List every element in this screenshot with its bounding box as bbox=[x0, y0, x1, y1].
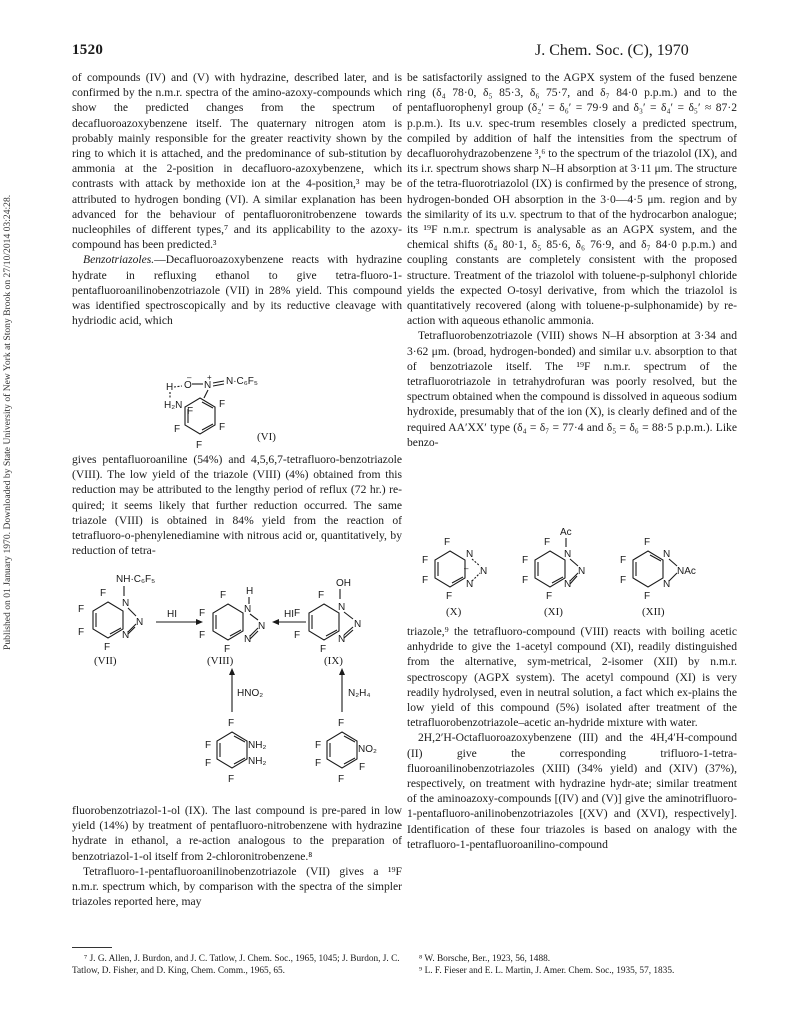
svg-text:–: – bbox=[187, 373, 192, 382]
svg-text:NO₂: NO₂ bbox=[358, 744, 377, 755]
svg-text:F: F bbox=[320, 644, 327, 655]
svg-text:OH: OH bbox=[336, 578, 351, 589]
svg-text:NAc: NAc bbox=[677, 566, 696, 577]
svg-text:F: F bbox=[359, 762, 366, 773]
svg-text:F: F bbox=[644, 591, 651, 602]
footnote: ⁹ L. F. Fieser and E. L. Martin, J. Amer. Chem. Soc., 1935, 57, 1835. bbox=[419, 965, 675, 976]
svg-text:F: F bbox=[338, 718, 345, 729]
svg-text:N: N bbox=[578, 566, 586, 577]
svg-text:N: N bbox=[663, 549, 671, 560]
paragraph: Tetrafluorobenzotriazole (VIII) shows N–H absorption at 3·34 and 3·62 μm. (broad, hydrogen-bonded) and similar u.v. absorption to that of benzotriazole itself. The ¹⁹F n.m.r. spectrum of the tetrafluorotriazole in tetrahydrofuran was poorly resolved, but the spectrum obtained when the compound is dissolved in aqueous sodium hydroxide, presumably that of the ion (X), is clearly defined and of the required AA′XX′ type (δ₄ = δ₇ = 77·4 and δ₅ = δ₆ = 88·5 p.p.m.). Like benzo- bbox=[407, 329, 737, 449]
svg-text:F: F bbox=[199, 630, 206, 641]
compound-label: (X) bbox=[446, 606, 462, 618]
page-number: 1520 bbox=[72, 42, 104, 58]
svg-text:F: F bbox=[104, 642, 111, 653]
structure-vii bbox=[78, 574, 155, 667]
svg-text:F: F bbox=[100, 588, 107, 599]
compound-label: (VI) bbox=[257, 431, 276, 443]
f-label: F bbox=[219, 422, 226, 433]
svg-text:F: F bbox=[224, 644, 231, 655]
svg-text:Ac: Ac bbox=[560, 527, 572, 538]
svg-text:F: F bbox=[199, 608, 206, 619]
structure-xi bbox=[522, 527, 585, 618]
compound-label: (XII) bbox=[642, 606, 665, 618]
svg-text:F: F bbox=[315, 758, 322, 769]
footnote: ⁷ J. G. Allen, J. Burdon, and J. C. Tatlow, J. Chem. Soc., 1965, 1045; J. Burdon, J. C. Tatlow, D. Fisher, and D. King, Chem. Comm., 1965, 65. bbox=[72, 954, 400, 976]
left-column-top bbox=[72, 70, 402, 328]
svg-text:N: N bbox=[354, 619, 362, 630]
svg-text:+: + bbox=[207, 373, 212, 382]
svg-text:N: N bbox=[244, 634, 252, 645]
svg-text:F: F bbox=[620, 575, 627, 586]
o-minus-label: O bbox=[184, 380, 192, 391]
svg-text:N: N bbox=[136, 617, 144, 628]
left-column-mid bbox=[72, 452, 402, 558]
svg-text:N: N bbox=[122, 598, 130, 609]
svg-text:H: H bbox=[246, 586, 254, 597]
h-label: H bbox=[166, 382, 174, 393]
compound-label: (VIII) bbox=[207, 655, 234, 667]
paragraph: Benzotriazoles.—Decafluoroazoxybenzene reacts with hydrazine hydrate in refluxing ethanol to give tetra-fluoro-1-pentafluoroanilinobenzotriazole (VII) in 28% yield. This compound was identified spectroscopically and by its reductive cleavage with hydriodic acid, which bbox=[72, 253, 402, 328]
reaction-scheme bbox=[72, 572, 402, 800]
svg-text:F: F bbox=[444, 537, 451, 548]
n-c6f5-label: N·C₆F₅ bbox=[226, 376, 258, 387]
svg-text:F: F bbox=[422, 555, 429, 566]
svg-text:F: F bbox=[546, 591, 553, 602]
structure-x bbox=[422, 537, 487, 618]
compound-label: (VII) bbox=[94, 655, 117, 667]
section-heading: Benzotriazoles. bbox=[83, 253, 155, 267]
n2h4-label: N₂H₄ bbox=[348, 688, 371, 699]
svg-text:F: F bbox=[338, 774, 345, 785]
svg-text:N: N bbox=[122, 630, 130, 641]
svg-text:N: N bbox=[564, 549, 572, 560]
svg-text:F: F bbox=[522, 555, 529, 566]
svg-text:–: – bbox=[464, 564, 469, 573]
svg-text:F: F bbox=[544, 537, 551, 548]
svg-text:F: F bbox=[446, 591, 453, 602]
footnote: ⁸ W. Borsche, Ber., 1923, 56, 1488. bbox=[419, 954, 551, 964]
svg-text:F: F bbox=[315, 740, 322, 751]
journal-header: J. Chem. Soc. (C), 1970 bbox=[535, 42, 689, 59]
svg-text:F: F bbox=[228, 718, 235, 729]
svg-text:F: F bbox=[318, 590, 325, 601]
hi-label: HI bbox=[167, 609, 177, 620]
hno2-label: HNO₂ bbox=[237, 688, 264, 699]
svg-text:F: F bbox=[294, 608, 301, 619]
download-watermark bbox=[2, 194, 18, 650]
left-column-low bbox=[72, 803, 402, 909]
svg-text:N: N bbox=[244, 604, 252, 615]
footnotes-left bbox=[72, 954, 402, 977]
svg-text:N: N bbox=[466, 549, 474, 560]
svg-text:F: F bbox=[522, 575, 529, 586]
paragraph: of compounds (IV) and (V) with hydrazine, described later, and is confirmed by the n.m.r. spectra of the amino-azoxy-compounds which show the predicted changes from the spectrum of decafluoroazoxybenzene itself. The quaternary nitrogen atom is probably mainly responsible for the greater reactivity shown by the ring to which it is attached, and the predominance of sub-stitution by ammonia at the 2-position in decafluoro-azoxybenzene, which contrasts with attack by methoxide ion at the 4-position,³ may be attributed to hydrogen bonding (VI). A similar explanation has been advanced for the behaviour of pentafluoronitrobenzene towards nucleophiles of different types,⁷ and its applicability to the azoxy-compound has been predicted.³ bbox=[72, 71, 402, 252]
compound-label: (XI) bbox=[544, 606, 563, 618]
paragraph: triazole,⁹ the tetrafluoro-compound (VIII) reacts with boiling acetic anhydride to give the 1-acetyl compound (XI), readily distinguished from the alternative, sym-metrical, 2-isomer (XII) by n.m.r. spectroscopy (AGPX system). The acetyl compound (XI) is very readily hydrolysed, even in neutral solution, a fact which ex-plains the low yield of this compound (5%) isolated after treatment of the tetrafluorobenzotriazole–acetic an-hydride mixture with water. bbox=[407, 625, 737, 730]
svg-text:F: F bbox=[205, 758, 212, 769]
compound-label: (IX) bbox=[324, 655, 343, 667]
right-column-top bbox=[407, 70, 737, 450]
svg-text:F: F bbox=[294, 630, 301, 641]
svg-text:N: N bbox=[564, 579, 572, 590]
structure-diamine bbox=[205, 718, 266, 785]
h2n-label: H₂N bbox=[164, 400, 183, 411]
paragraph: gives pentafluoroaniline (54%) and 4,5,6,7-tetrafluoro-benzotriazole (VIII). The low yield of the triazole (VIII) (4%) obtained from this reduction may be attributed to the lengthy period of reflux (72 hr.) re-quired; it seems likely that further reduction occurred. The same triazole (VIII) is obtained in 84% yield from the reaction of tetrafluoro-o-phenylenediamine with nitrous acid or, quantitatively, by reduction of tetra- bbox=[72, 453, 402, 558]
footnotes-right bbox=[407, 954, 737, 977]
footnote-rule bbox=[72, 947, 112, 948]
right-column-low bbox=[407, 624, 737, 852]
structures-x-xi-xii bbox=[420, 523, 730, 621]
svg-text:F: F bbox=[644, 537, 651, 548]
structure-nitro bbox=[315, 718, 377, 785]
svg-text:N: N bbox=[466, 579, 474, 590]
svg-text:F: F bbox=[205, 740, 212, 751]
structure-xii bbox=[620, 537, 696, 618]
svg-text:N: N bbox=[338, 602, 346, 613]
f-label: F bbox=[219, 399, 226, 410]
paragraph: fluorobenzotriazol-1-ol (IX). The last compound is pre-pared in low yield (14%) by treatment of pentafluoro-nitrobenzene with hydrazine hydrate in ethanol, a re-action analogous to the preparation of benzotriazol-1-ol itself from 2-chloronitrobenzene.⁸ bbox=[72, 804, 402, 863]
structure-vi bbox=[160, 370, 330, 454]
svg-text:NH₂: NH₂ bbox=[248, 740, 267, 751]
f-label: F bbox=[196, 440, 203, 451]
svg-text:N: N bbox=[258, 621, 266, 632]
structure-viii bbox=[199, 586, 265, 667]
watermark-text: Published on 01 January 1970. Downloaded by State University of New York at Stony Brook on 27/10/2014 03:24:28. bbox=[2, 194, 13, 650]
paragraph: Tetrafluoro-1-pentafluoroanilinobenzotriazole (VII) gives a ¹⁹F n.m.r. spectrum which, by comparison with the spectra of the simpler triazoles reported here, may bbox=[72, 864, 402, 909]
svg-text:F: F bbox=[228, 774, 235, 785]
hi-label: HI bbox=[284, 609, 294, 620]
n-plus-label: N bbox=[204, 380, 212, 391]
svg-text:F: F bbox=[220, 590, 227, 601]
paragraph: 2H,2′H-Octafluoroazoxybenzene (III) and the 4H,4′H-compound (II) give the corresponding trifluoro-1-tetra-fluoroanilinobenzotriazoles (XIII) (34% yield) and (XIV) (37%), respectively, on treatment with hydrazine hydr-ate; similar treatment of the aminoazoxy-compounds [(IV) and (V)] give the aminotrifluoro-1-pentafluoro-anilinobenzotriazoles [(XV) and (XVI), respectively]. Identification of these four triazoles is based on analogy with the tetrafluoro-1-pentafluoroanilino-compound bbox=[407, 731, 737, 851]
svg-text:F: F bbox=[422, 575, 429, 586]
svg-text:F: F bbox=[620, 555, 627, 566]
svg-text:N: N bbox=[338, 634, 346, 645]
f-label: F bbox=[187, 406, 194, 417]
nhc6f5-label: NH·C₆F₅ bbox=[116, 574, 156, 585]
paragraph: be satisfactorily assigned to the AGPX system of the fused benzene ring (δ₄ 78·0, δ₅ 85·3, δ₆ 75·7, and δ₇ 84·0 p.p.m.) and to the pentafluorophenyl group (δ₂′ = δ₆′ = 79·9 and δ₃′ = δ₄′ = δ₅′ ≈ 87·2 p.p.m.). Its u.v. spec-trum resembles closely a predicted spectrum, compiled by addition of half the intensities from the spectrum of decafluorohydrazobenzene ³,⁶ to the spectrum of the triazolol (IX), and its i.r. spectrum shows sharp N–H absorption at 3·11 μm. The structure of the tetra-fluorotriazolol (IX) is confirmed by the presence of strong, hydrogen-bonded OH absorption in the 3·0—4·5 μm. region and by the similarity of its u.v. spectrum to that of the hydrocarbon analogue; its ¹⁹F n.m.r. spectrum is analysable as an AGPX system, and the chemical shifts (δ₄ 80·1, δ₅ 85·6, δ₆ 76·9, and δ₇ 84·0 p.p.m.) and coupling constants are completely consistent with the proposed structure. Treatment of the triazolol with toluene-p-sulphonyl chloride yields the expected O-tosyl derivative, from which the triazolol is quantitatively recovered (along with toluene-p-sulphonamide) by re-action with aqueous ethanolic ammonia. bbox=[407, 71, 737, 328]
svg-text:N: N bbox=[663, 579, 671, 590]
f-label: F bbox=[174, 424, 181, 435]
svg-text:F: F bbox=[78, 604, 85, 615]
svg-text:NH₂: NH₂ bbox=[248, 756, 267, 767]
svg-text:F: F bbox=[78, 627, 85, 638]
svg-text:N: N bbox=[480, 566, 488, 577]
